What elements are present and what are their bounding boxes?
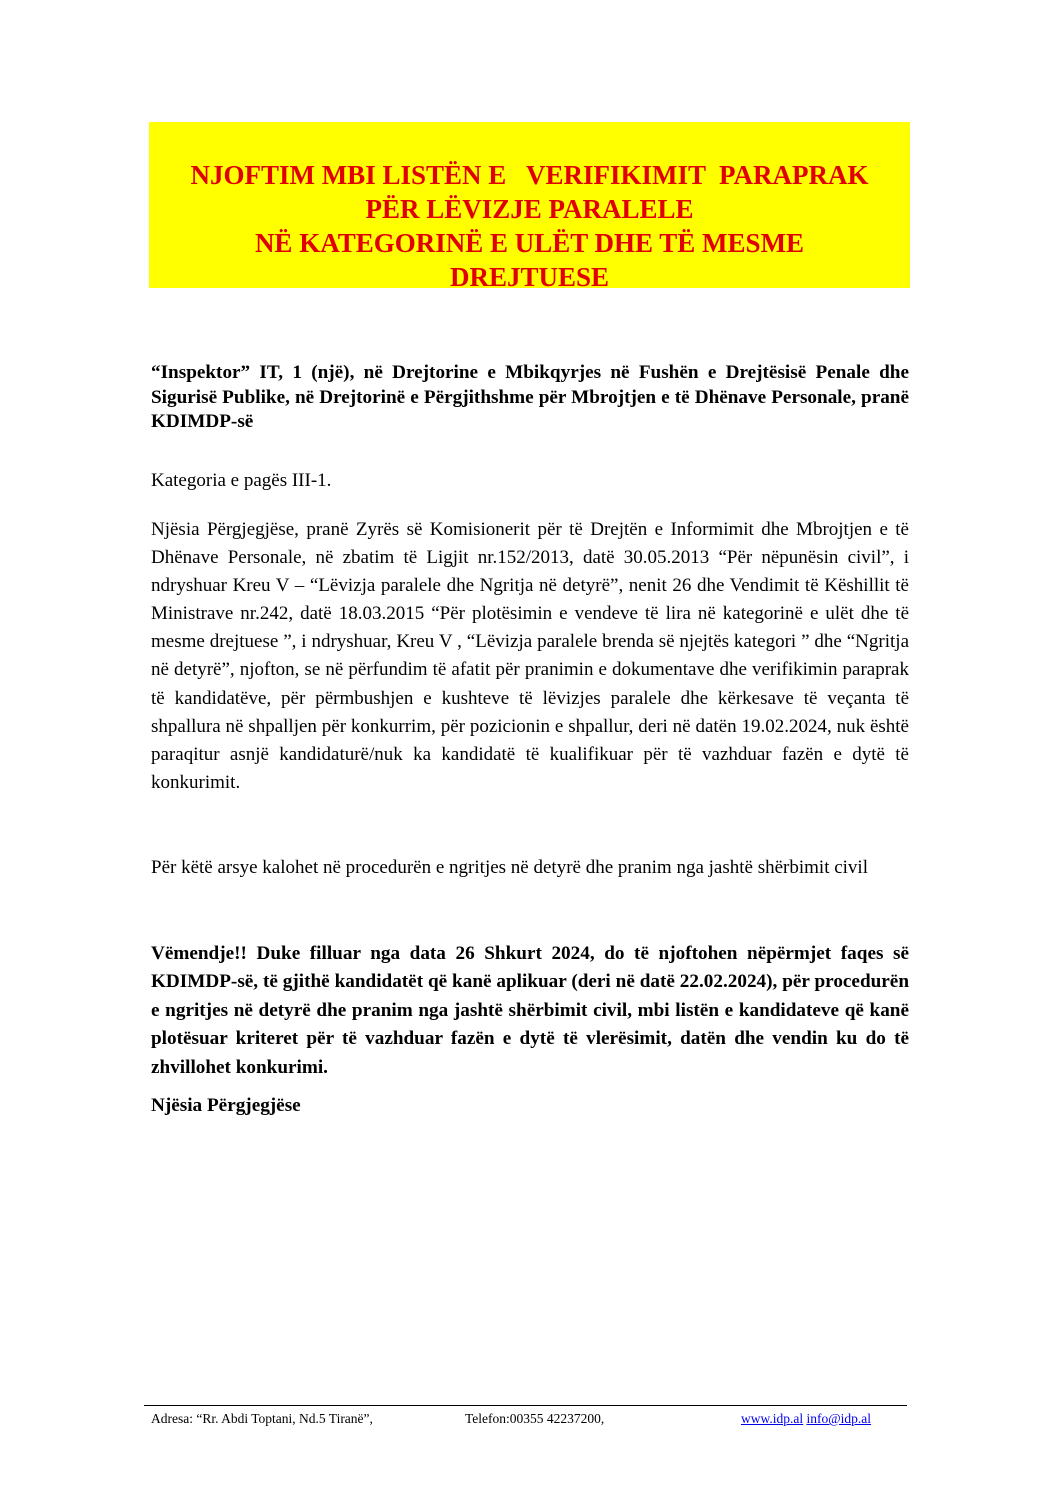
title-line-3: NË KATEGORINË E ULËT DHE TË MESME [254,228,805,258]
title-line-1: NJOFTIM MBI LISTËN E VERIFIKIMIT PARAPRAK [190,160,869,190]
notice-title-banner [149,122,910,292]
attention-notice-paragraph: Vëmendje!! Duke filluar nga data 26 Shkurt 2024, do të njoftohen nëpërmjet faqes së KDIMDP-së, të gjithë kandidatët që kanë aplikuar (deri në datë 22.02.2024), për procedurën e ngritjes në detyrë dhe pranim nga jashtë shërbimit civil, mbi listën e kandidateve që kanë plotësuar kriteret për të vazhduar fazën e dytë të vlerësimit, datën dhe vendin ku do të zhvillohet konkurimi. [151,943,909,1078]
title-line-2: PËR LËVIZJE PARALELE [365,194,694,224]
email-link[interactable]: info@idp.al [806,1411,872,1426]
footer-links [741,1411,871,1427]
website-link[interactable]: www.idp.al [741,1411,804,1426]
salary-category: Kategoria e pagës III-1. [151,470,332,491]
procedure-paragraph: Për këtë arsye kalohet në procedurën e ngritjes në detyrë dhe pranim nga jashtë shërbimit civil [151,857,868,878]
title-line-4: DREJTUESE [449,262,610,292]
footer-address: Adresa: “Rr. Abdi Toptani, Nd.5 Tiranë”, [151,1411,373,1426]
signature-unit: Njësia Përgjegjëse [151,1095,301,1116]
footer-divider [144,1405,907,1406]
footer-phone: Telefon:00355 42237200, [465,1411,605,1426]
body-paragraph: Njësia Përgjegjëse, pranë Zyrës së Komisionerit për të Drejtën e Informimit dhe Mbrojtjen e të Dhënave Personale, në zbatim të Ligjit nr.152/2013, datë 30.05.2013 “Për nëpunësin civil”, i ndryshuar Kreu V – “Lëvizja paralele dhe Ngritja në detyrë”, nenit 26 dhe Vendimit të Këshillit të Ministrave nr.242, datë 18.03.2015 “Për plotësimin e vendeve të lira në kategorinë e ulët dhe të mesme drejtuese ”, i ndryshuar, Kreu V , “Lëvizja paralele brenda së njejtës kategori ” dhe “Ngritja në detyrë”, njofton, se në përfundim të afatit për pranimin e dokumentave dhe verifikimin paraprak të kandidatëve, për përmbushjen e kushteve të lëvizjes paralele dhe kërkesave të veçanta të shpallura në shpalljen për konkurrim, për pozicionin e shpallur, deri në datën 19.02.2024, nuk është paraqitur asnjë kandidaturë/nuk ka kandidatë të kualifikuar për të vazhduar fazën e dytë të konkurimit. [151,519,909,793]
position-heading: “Inspektor” IT, 1 (një), në Drejtorine e Mbikqyrjes në Fushën e Drejtësisë Penale dhe Sigurisë Publike, në Drejtorinë e Përgjithshme për Mbrojtjen e të Dhënave Personale, pranë KDIMDP-së [151,362,909,432]
